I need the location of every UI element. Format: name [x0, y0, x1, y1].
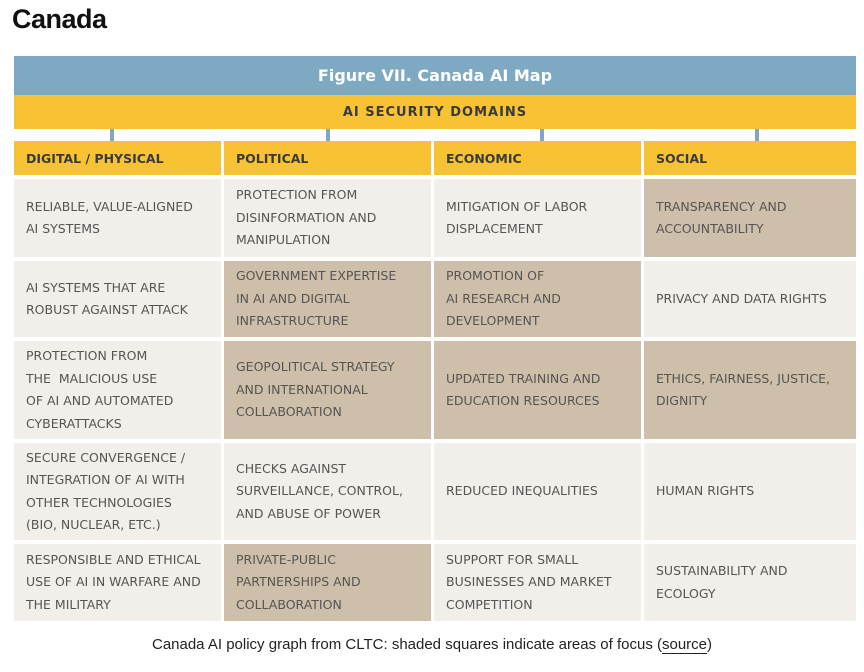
- cell-line: MANIPULATION: [236, 232, 331, 248]
- cell-line: AI SYSTEMS THAT ARE: [26, 279, 166, 295]
- grid-cell-shaded: [644, 341, 856, 439]
- cell-line: DISINFORMATION AND: [236, 209, 377, 225]
- cell-text: [656, 196, 787, 241]
- cell-text: [26, 447, 185, 537]
- cell-line: PROMOTION OF: [446, 268, 545, 284]
- cell-line: DISPLACEMENT: [446, 221, 543, 236]
- cell-text: [656, 560, 788, 605]
- figure-title: Figure VII. Canada AI Map: [14, 56, 856, 95]
- connector-line: [755, 129, 759, 141]
- grid-cell: [224, 179, 431, 257]
- cell-text: [26, 196, 193, 241]
- cell-line: SUSTAINABILITY AND: [656, 563, 788, 578]
- cell-text: [656, 480, 754, 503]
- cell-line: HUMAN RIGHTS: [656, 483, 755, 499]
- cell-line: (BIO, NUCLEAR, ETC.): [26, 517, 161, 532]
- caption-text: Canada AI policy graph from CLTC: shaded squares indicate areas of focus (: [151, 636, 662, 653]
- cell-line: MITIGATION OF LABOR: [446, 198, 588, 214]
- grid-cell-shaded: [224, 544, 431, 621]
- source-link[interactable]: source: [661, 636, 708, 653]
- grid-cell: [434, 443, 641, 540]
- cell-line: PRIVATE-PUBLIC: [236, 551, 336, 567]
- cell-text: [446, 480, 598, 503]
- cell-line: TRANSPARENCY AND: [656, 198, 787, 214]
- cell-line: ROBUST AGAINST ATTACK: [26, 302, 188, 317]
- cell-line: PROTECTION FROM: [26, 348, 148, 363]
- cell-line: RESPONSIBLE AND ETHICAL: [26, 551, 201, 567]
- cell-line: DIGNITY: [656, 393, 708, 408]
- cell-line: OF AI AND AUTOMATED: [26, 393, 174, 408]
- cell-text: [236, 356, 395, 424]
- cell-text: [26, 277, 188, 322]
- cell-line: AND INTERNATIONAL: [236, 381, 368, 397]
- cell-line: GEOPOLITICAL STRATEGY: [236, 359, 395, 375]
- cell-line: THE MALICIOUS USE: [26, 370, 158, 386]
- cell-text: [446, 196, 587, 241]
- cell-line: INTEGRATION OF AI WITH: [26, 472, 185, 487]
- cell-text: [236, 184, 376, 252]
- cell-line: COLLABORATION: [236, 404, 342, 420]
- cell-line: UPDATED TRAINING AND: [446, 370, 601, 386]
- cell-line: AND ABUSE OF POWER: [236, 505, 381, 521]
- grid-cell-shaded: [224, 341, 431, 439]
- cell-text: [656, 288, 827, 311]
- cell-line: BUSINESSES AND MARKET: [446, 574, 612, 590]
- cell-text: [446, 368, 600, 413]
- cell-line: AI RESEARCH AND: [446, 290, 561, 306]
- grid-cell: [434, 544, 641, 621]
- cell-line: COMPETITION: [446, 596, 533, 612]
- cell-text: [446, 265, 561, 333]
- cell-text: [236, 265, 396, 333]
- connector-line: [540, 129, 544, 141]
- cell-line: THE MILITARY: [26, 596, 111, 612]
- cell-line: ECOLOGY: [656, 585, 716, 601]
- connector-line: [326, 129, 330, 141]
- grid-cell-shaded: [434, 341, 641, 439]
- grid-cell: [14, 443, 221, 540]
- grid-cell-shaded: [644, 179, 856, 257]
- column-header-political: POLITICAL: [224, 141, 431, 175]
- cell-line: PROTECTION FROM: [236, 187, 358, 203]
- grid-cell: [14, 179, 221, 257]
- cell-line: REDUCED INEQUALITIES: [446, 483, 598, 499]
- grid-cell: [644, 544, 856, 621]
- cell-line: OTHER TECHNOLOGIES: [26, 494, 172, 510]
- cell-line: CHECKS AGAINST: [236, 460, 347, 476]
- cell-line: RELIABLE, VALUE-ALIGNED: [26, 198, 193, 214]
- column-header-social: SOCIAL: [644, 141, 856, 175]
- cell-line: USE OF AI IN WARFARE AND: [26, 574, 201, 590]
- cell-line: PRIVACY AND DATA RIGHTS: [656, 290, 827, 306]
- grid-cell: [14, 341, 221, 439]
- cell-text: [446, 549, 612, 617]
- figure-caption: [0, 636, 864, 653]
- cell-line: SUPPORT FOR SMALL: [446, 551, 579, 567]
- domains-bar: AI SECURITY DOMAINS: [14, 95, 856, 129]
- cell-text: [26, 345, 173, 435]
- section-heading: Canada: [12, 4, 107, 34]
- cell-line: EDUCATION RESOURCES: [446, 393, 600, 408]
- cell-line: CYBERATTACKS: [26, 415, 122, 431]
- grid-cell: [644, 443, 856, 540]
- grid-cell: [14, 544, 221, 621]
- cell-line: COLLABORATION: [236, 596, 342, 612]
- column-header-digital-physical: DIGITAL / PHYSICAL: [14, 141, 221, 175]
- cell-text: [656, 368, 830, 413]
- cell-line: INFRASTRUCTURE: [236, 313, 349, 329]
- grid-cell: [224, 443, 431, 540]
- cell-text: [236, 549, 361, 617]
- cell-line: PARTNERSHIPS AND: [236, 574, 361, 590]
- cell-line: SECURE CONVERGENCE /: [26, 449, 186, 465]
- caption-end: ): [707, 636, 713, 653]
- grid-cell: [434, 179, 641, 257]
- cell-line: DEVELOPMENT: [446, 313, 540, 329]
- cell-line: SURVEILLANCE, CONTROL,: [236, 483, 403, 499]
- cell-line: AI SYSTEMS: [26, 221, 100, 236]
- connector-line: [110, 129, 114, 141]
- cell-line: GOVERNMENT EXPERTISE: [236, 268, 397, 284]
- column-header-economic: ECONOMIC: [434, 141, 641, 175]
- cell-line: ACCOUNTABILITY: [656, 221, 764, 236]
- grid-cell-shaded: [224, 261, 431, 337]
- grid-cell: [14, 261, 221, 337]
- grid-cell-shaded: [434, 261, 641, 337]
- grid-cell: [644, 261, 856, 337]
- cell-line: ETHICS, FAIRNESS, JUSTICE,: [656, 370, 830, 386]
- cell-text: [236, 458, 403, 526]
- cell-text: [26, 549, 201, 617]
- cell-line: IN AI AND DIGITAL: [236, 290, 350, 306]
